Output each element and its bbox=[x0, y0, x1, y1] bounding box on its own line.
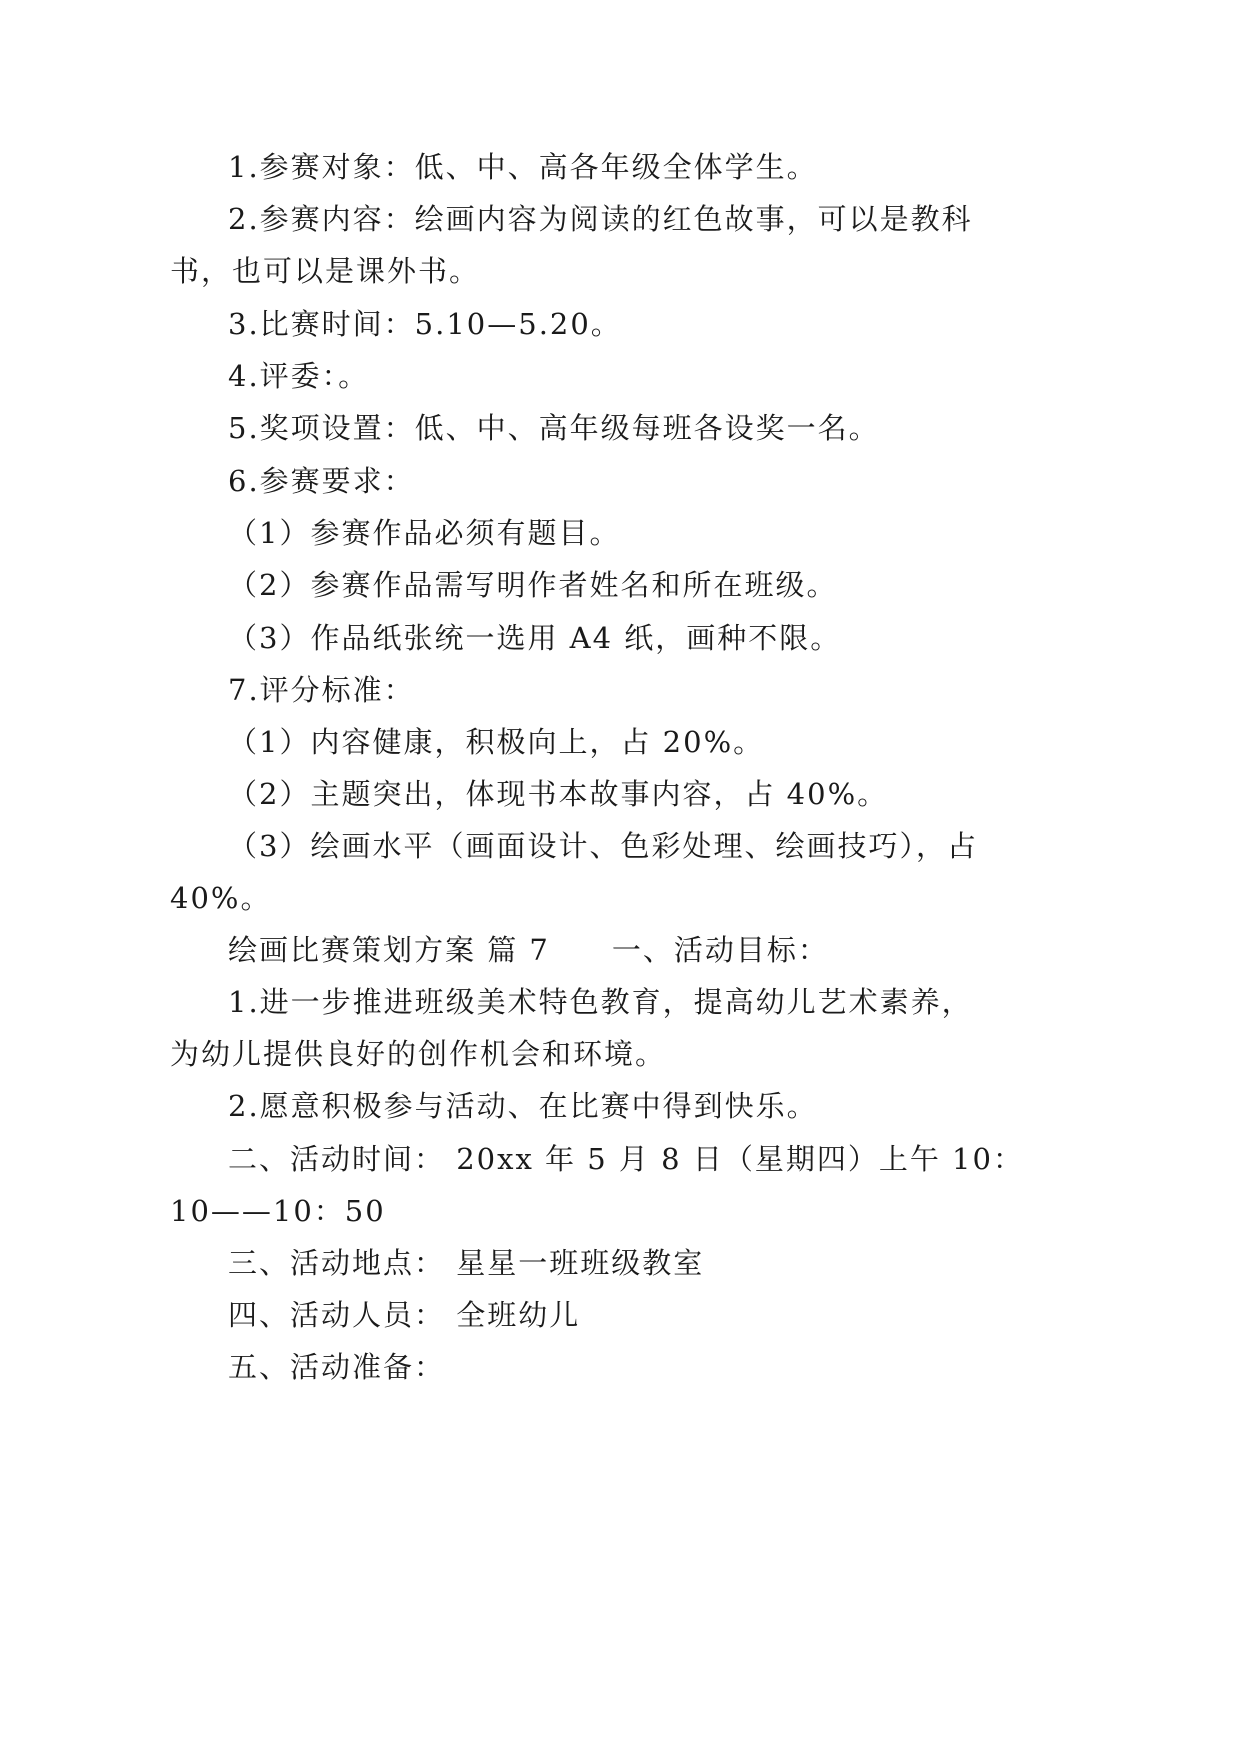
text-line: 二、活动时间： 20xx 年 5 月 8 日（星期四）上午 10： bbox=[228, 1142, 1024, 1176]
text-line: 2.参赛内容：绘画内容为阅读的红色故事，可以是教科 bbox=[228, 202, 973, 236]
text-line: （3）作品纸张统一选用 A4 纸，画种不限。 bbox=[228, 621, 842, 655]
text-line: 10——10：50 bbox=[170, 1194, 386, 1228]
text-line: 6.参赛要求： bbox=[228, 464, 415, 498]
text-line: 书，也可以是课外书。 bbox=[170, 254, 481, 288]
text-line: 3.比赛时间：5.10—5.20。 bbox=[228, 307, 622, 341]
text-line: 1.进一步推进班级美术特色教育，提高幼儿艺术素养， bbox=[228, 985, 973, 1019]
text-line: （1）内容健康，积极向上，占 20%。 bbox=[228, 725, 765, 759]
text-line: （2）参赛作品需写明作者姓名和所在班级。 bbox=[228, 568, 838, 602]
text-line: 5.奖项设置：低、中、高年级每班各设奖一名。 bbox=[228, 411, 880, 445]
text-line: 三、活动地点： 星星一班班级教室 bbox=[228, 1246, 705, 1280]
text-line: 四、活动人员： 全班幼儿 bbox=[228, 1298, 581, 1332]
text-line: 1.参赛对象：低、中、高各年级全体学生。 bbox=[228, 150, 818, 184]
text-line: （2）主题突出，体现书本故事内容，占 40%。 bbox=[228, 777, 889, 811]
text-line: 2.愿意积极参与活动、在比赛中得到快乐。 bbox=[228, 1089, 818, 1123]
text-line: （3）绘画水平（画面设计、色彩处理、绘画技巧），占 bbox=[228, 829, 978, 863]
text-line: 7.评分标准： bbox=[228, 673, 415, 707]
text-line: 40%。 bbox=[170, 881, 272, 915]
text-line: 五、活动准备： bbox=[228, 1350, 446, 1384]
text-line: （1）参赛作品必须有题目。 bbox=[228, 516, 621, 550]
text-line: 绘画比赛策划方案 篇 7 一、活动目标： bbox=[228, 933, 829, 967]
text-line: 为幼儿提供良好的创作机会和环境。 bbox=[170, 1037, 667, 1071]
text-line: 4.评委：。 bbox=[228, 359, 370, 393]
